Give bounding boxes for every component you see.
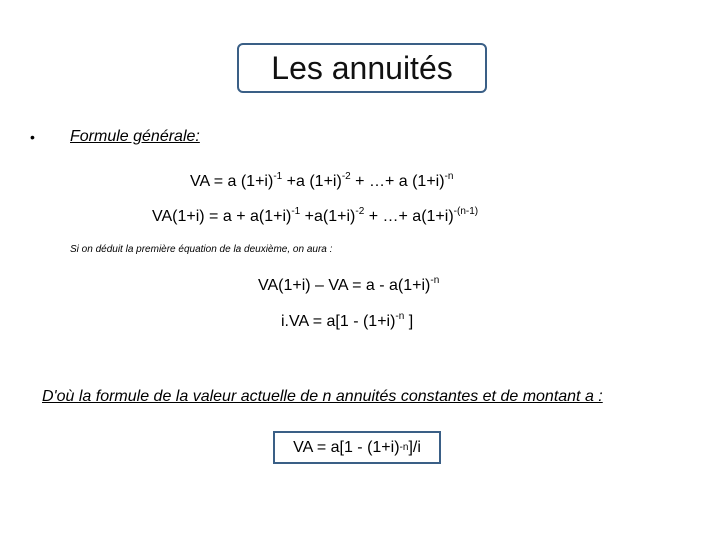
note-text: Si on déduit la première équation de la deuxième, on aura : <box>70 244 333 255</box>
equation-4: $i.VA = a[1 - (1+i)^{-n}$ ] <box>281 311 414 330</box>
equation-1: VA = a $(1+i)^{-1} +a$ $(1+i)^{-2}$ + …+ a $(1+i)^{-n}$ <box>190 171 454 190</box>
conclusion-text: D'où la formule de la valeur actuelle de n annuités constantes et de montant a : <box>42 388 603 405</box>
bullet-heading-row <box>30 128 200 146</box>
slide-title <box>237 43 487 93</box>
title-text: Les annuités <box>271 49 453 86</box>
bullet-icon: • <box>30 129 35 145</box>
equation-2: $VA(1+i) = a + a(1+i)^{-1} +a(1+i)^{-2}$ + …+ $a(1+i)^{-(n-1)}$ <box>152 206 479 225</box>
equation-3: VA(1+i) – VA = $a - a(1+i)^{-n}$ <box>258 275 440 294</box>
section-heading: Formule générale: <box>70 128 200 145</box>
final-formula-box: VA = a[1 - (1+i) -n ]/i <box>273 431 441 464</box>
